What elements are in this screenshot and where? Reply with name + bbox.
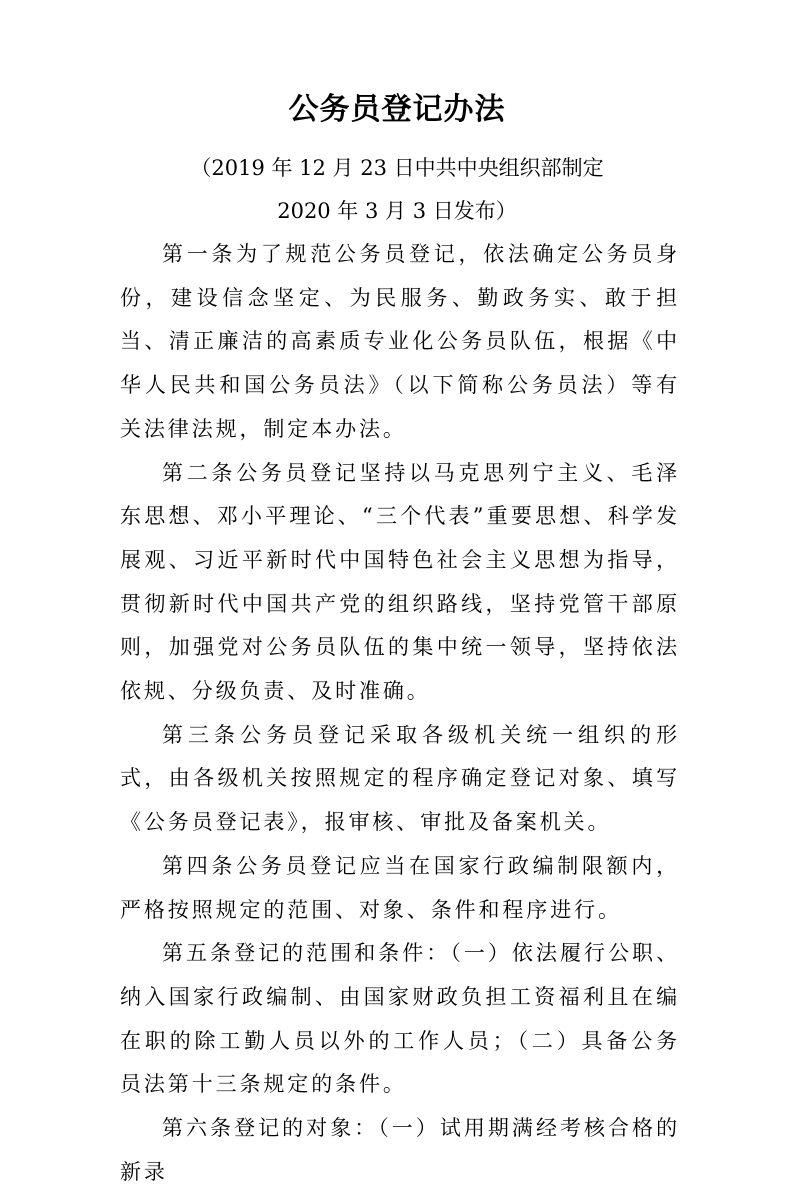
article-1-paragraph: 第一条为了规范公务员登记，依法确定公务员身份，建设信念坚定、为民服务、勤政务实、敢于担当、清正廉洁的高素质专业化公务员队伍，根据《中华人民共和国公务员法》（以下简称公务员法）等有关法律法规，制定本办法。 xyxy=(120,242,680,441)
document-subtitle-line-1: （2019 年 12 月 23 日中共中央组织部制定 xyxy=(190,156,604,180)
document-title: 公务员登记办法 xyxy=(288,92,506,127)
article-2-paragraph: 第二条公务员登记坚持以马克思列宁主义、毛泽东思想、邓小平理论、“三个代表”重要思想、科学发展观、习近平新时代中国特色社会主义思想为指导，贯彻新时代中国共产党的组织路线，坚持党管干部原则，加强党对公务员队伍的集中统一领导，坚持依法依规、分级负责、及时准确。 xyxy=(120,460,680,704)
document-subtitle-line-2: 2020 年 3 月 3 日发布） xyxy=(277,199,517,223)
article-4-paragraph: 第四条公务员登记应当在国家行政编制限额内，严格按照规定的范围、对象、条件和程序进行。 xyxy=(120,853,680,922)
document-body xyxy=(120,233,680,1194)
article-5-paragraph: 第五条登记的范围和条件：（一）依法履行公职、纳入国家行政编制、由国家财政负担工资福利且在编在职的除工勤人员以外的工作人员；（二）具备公务员法第十三条规定的条件。 xyxy=(120,941,680,1097)
article-3-paragraph: 第三条公务员登记采取各级机关统一组织的形式，由各级机关按照规定的程序确定登记对象、填写《公务员登记表》，报审核、审批及备案机关。 xyxy=(120,722,680,835)
article-6-paragraph: 第六条登记的对象：（一）试用期满经考核合格的新录 xyxy=(120,1116,680,1184)
